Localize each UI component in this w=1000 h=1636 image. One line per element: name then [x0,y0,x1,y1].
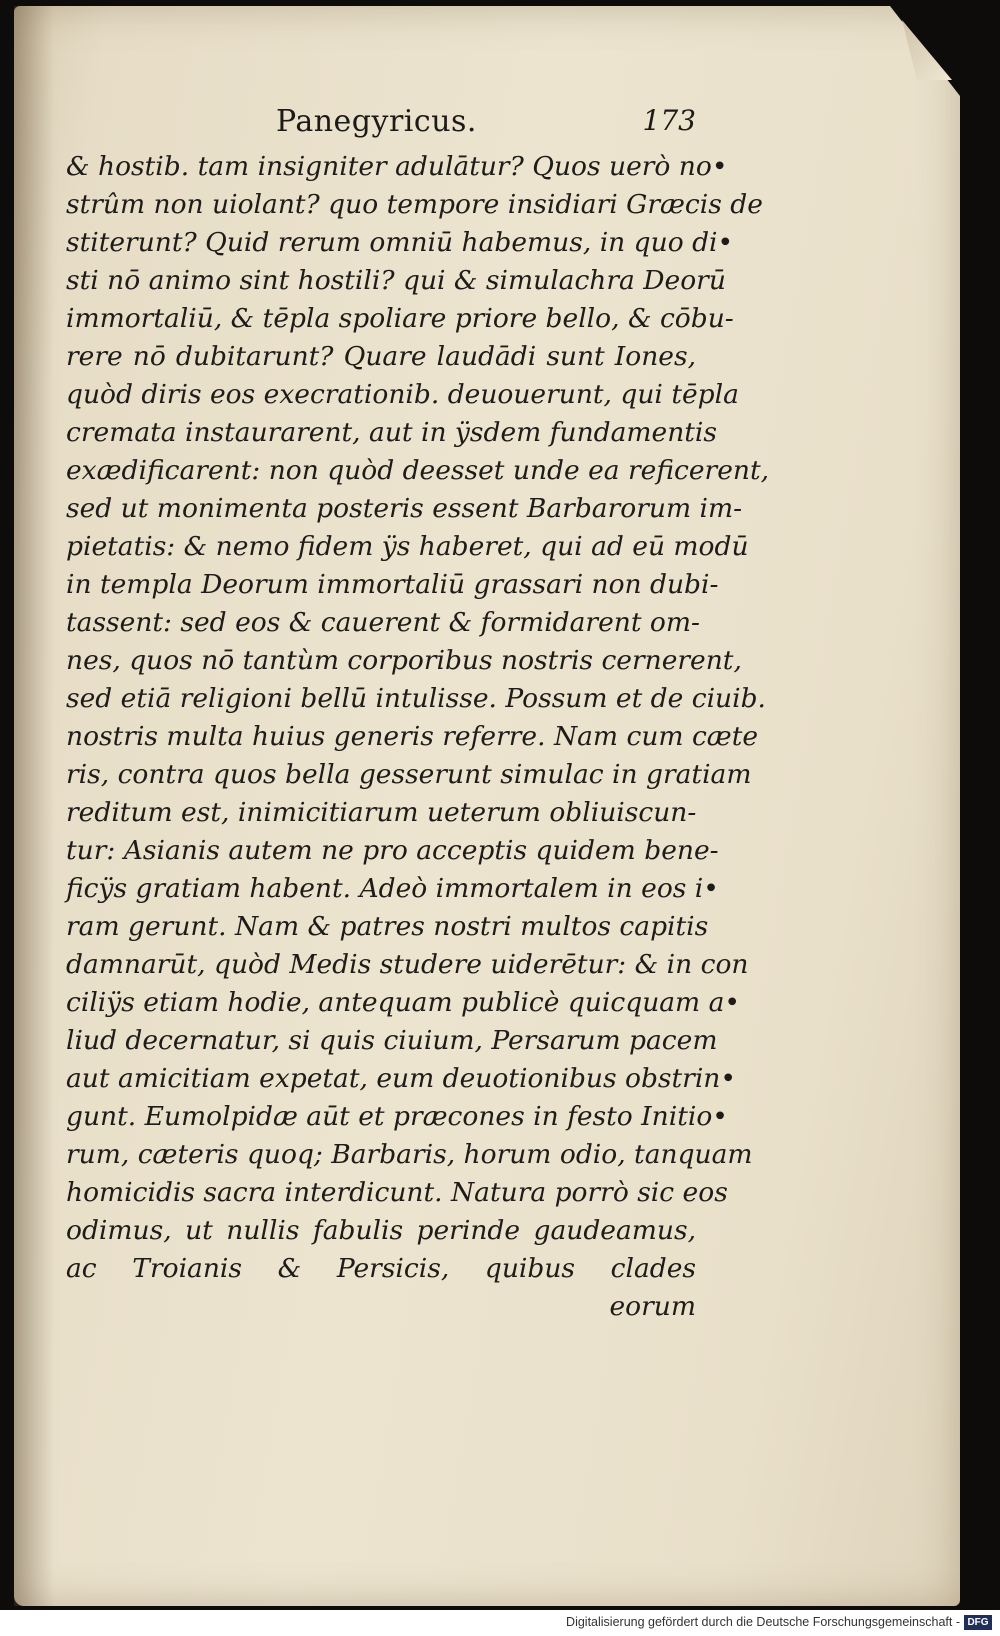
text-line: immortaliū, & tēpla spoliare priore bello, & cōbu- [66,303,734,334]
text-line: stiterunt? Quid rerum omniū habemus, in quo di• [66,227,734,258]
text-line: odimus, ut nullis fabulis perinde gaudeamus, [66,1215,696,1246]
book-page [14,6,960,1606]
text-line: ac Troianis & Persicis, quibus clades [66,1253,696,1284]
text-line: sed etiā religioni bellū intulisse. Possum et de ciuib. [66,683,766,714]
text-line: ciliÿs etiam hodie, antequam publicè quicquam a• [66,987,741,1018]
text-line: tur: Asianis autem ne pro acceptis quidem bene- [66,835,719,866]
page-number: 173 [642,104,696,137]
running-head [66,104,696,144]
footer-credit: Digitalisierung gefördert durch die Deutsche Forschungsgemeinschaft - [566,1615,960,1629]
text-line: liud decernatur, si quis ciuium, Persarum pacem [66,1025,718,1056]
footer-strip [0,1610,1000,1636]
text-line: cremata instaurarent, aut in ÿsdem fundamentis [66,417,718,448]
catchword: eorum [609,1291,696,1322]
text-line: quòd diris eos execrationib. deuouerunt, qui tēpla [66,379,739,410]
text-line: ram gerunt. Nam & patres nostri multos capitis [66,911,709,942]
text-line: rum, cæteris quoq; Barbaris, horum odio, tanquam [66,1139,753,1170]
text-line: in templa Deorum immortaliū grassari non dubi- [66,569,719,600]
text-line: & hostib. tam insigniter adulātur? Quos uerò no• [66,151,728,182]
text-line: homicidis sacra interdicunt. Natura porrò sic eos [66,1177,728,1208]
text-line: sed ut monimenta posteris essent Barbarorum im- [66,493,743,524]
text-line: tassent: sed eos & cauerent & formidarent om- [66,607,700,638]
text-line: ficÿs gratiam habent. Adeò immortalem in eos i• [66,873,719,904]
text-line: ris, contra quos bella gesserunt simulac in gratiam [66,759,752,790]
text-line: reditum est, inimicitiarum ueterum obliuiscun- [66,797,697,828]
text-line: gunt. Eumolpidæ aūt et præcones in festo Initio• [66,1101,728,1132]
text-line: aut amicitiam expetat, eum deuotionibus obstrin• [66,1063,737,1094]
text-line: nes, quos nō tantùm corporibus nostris cernerent, [66,645,742,676]
text-line: exædificarent: non quòd deesset unde ea reficerent, [66,455,770,486]
text-line: damnarūt, quòd Medis studere uiderētur: & in con [66,949,749,980]
running-title: Panegyricus. [276,104,477,139]
body-text [66,148,770,1326]
dfg-logo-icon: DFG [964,1615,992,1630]
text-line: rere nō dubitarunt? Quare laudādi sunt Iones, [66,341,696,372]
page-gutter-shadow [14,6,54,1606]
text-line: nostris multa huius generis referre. Nam cum cæte [66,721,759,752]
text-line: pietatis: & nemo fidem ÿs haberet, qui ad eū modū [66,531,749,562]
text-line: sti nō animo sint hostili? qui & simulachra Deorū [66,265,726,296]
text-line: strûm non uiolant? quo tempore insidiari Græcis de [66,189,763,220]
